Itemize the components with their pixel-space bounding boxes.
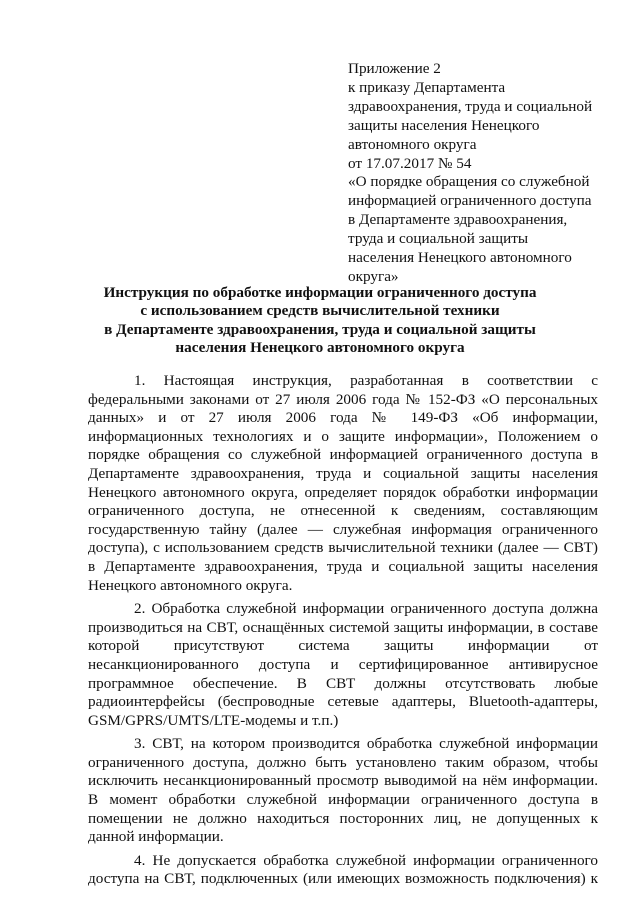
paragraph-2 bbox=[88, 600, 598, 730]
appendix-line: округа» bbox=[348, 267, 399, 285]
appendix-line: в Департаменте здравоохранения, bbox=[348, 211, 568, 229]
text-line: GSM/GPRS/UMTS/LTE-модемы и т.п.) bbox=[88, 711, 339, 729]
text-line: информационных технологиях и о защите информации», Положением о bbox=[88, 427, 598, 445]
text-line: производиться на СВТ, оснащённых системой защиты информации, в составе bbox=[88, 618, 598, 636]
title-line: с использованием средств вычислительной техники bbox=[140, 302, 500, 320]
text-line: 4. Не допускается обработка служебной информации ограниченного bbox=[134, 851, 598, 869]
text-line: государственную тайну (далее — служебная информация ограниченного bbox=[88, 520, 598, 538]
text-line: 1. Настоящая инструкция, разработанная в соответствии с bbox=[134, 372, 598, 389]
title-line: Инструкция по обработке информации ограниченного доступа bbox=[103, 284, 537, 301]
paragraph-3 bbox=[88, 735, 598, 847]
text-line: федеральными законами от 27 июля 2006 года № 152-ФЗ «О персональных bbox=[88, 390, 598, 408]
appendix-line: Приложение 2 bbox=[348, 60, 441, 77]
appendix-line: здравоохранения, труда и социальной bbox=[348, 97, 593, 115]
appendix-line: «О порядке обращения со служебной bbox=[348, 173, 590, 191]
text-line: радиоинтерфейсы (беспроводные сетевые адаптеры, Bluetooth-адаптеры, bbox=[88, 693, 598, 711]
paragraph-1 bbox=[88, 372, 598, 595]
appendix-line: труда и социальной защиты bbox=[348, 230, 529, 248]
appendix-line: к приказу Департамента bbox=[348, 78, 506, 96]
text-line: 3. СВТ, на котором производится обработка служебной информации bbox=[134, 735, 598, 753]
appendix-line: автономного округа bbox=[348, 135, 477, 153]
appendix-header bbox=[348, 60, 608, 287]
appendix-line: населения Ненецкого автономного bbox=[348, 249, 572, 267]
appendix-line: защиты населения Ненецкого bbox=[348, 116, 540, 134]
appendix-line: информацией ограниченного доступа bbox=[348, 192, 592, 210]
text-line: исключить несанкционированный просмотр выводимой на нём информации. bbox=[88, 772, 598, 790]
text-line: ограниченного доступа, не отнесенной к сведениям, составляющим bbox=[88, 502, 598, 520]
text-line: в Департаменте здравоохранения, труда и социальной защиты населения bbox=[88, 557, 598, 575]
text-line: Ненецкого автономного округа, определяет порядок обработки информации bbox=[88, 483, 598, 501]
title-line: в Департаменте здравоохранения, труда и социальной защиты bbox=[104, 320, 536, 338]
appendix-line: от 17.07.2017 № 54 bbox=[348, 154, 472, 172]
text-line: доступа), с использованием средств вычислительной техники (далее — СВТ) bbox=[88, 539, 598, 557]
title-line: населения Ненецкого автономного округа bbox=[175, 339, 465, 357]
text-line: данных» и от 27 июля 2006 года № 149-ФЗ «Об информации, bbox=[88, 409, 598, 427]
text-line: несанкционированного доступа и сертифицированное антивирусное bbox=[88, 655, 598, 673]
text-line: программное обеспечение. В СВТ должны отсутствовать любые bbox=[88, 674, 598, 692]
text-line: данной информации. bbox=[88, 828, 224, 846]
text-line: порядке обращения со служебной информацией ограниченного доступа в bbox=[88, 446, 598, 464]
text-line: Ненецкого автономного округа. bbox=[88, 576, 293, 594]
text-line: В момент обработки служебной информации ограниченного доступа в bbox=[88, 791, 598, 809]
document-title bbox=[40, 284, 600, 358]
text-line: Департаменте здравоохранения, труда и социальной защиты населения bbox=[88, 464, 598, 482]
text-line: ограниченного доступа, должно быть установлено таким образом, чтобы bbox=[88, 753, 598, 771]
text-line: помещении не должно находиться посторонних лиц, не допущенных к bbox=[88, 809, 598, 827]
paragraph-4 bbox=[88, 852, 598, 889]
text-line: доступа на СВТ, подключенных (или имеющих возможность подключения) к bbox=[88, 870, 598, 888]
text-line: 2. Обработка служебной информации ограниченного доступа должна bbox=[134, 600, 598, 618]
text-line: которой присутствуют система защиты информации от bbox=[88, 637, 598, 655]
document-body bbox=[88, 372, 598, 889]
